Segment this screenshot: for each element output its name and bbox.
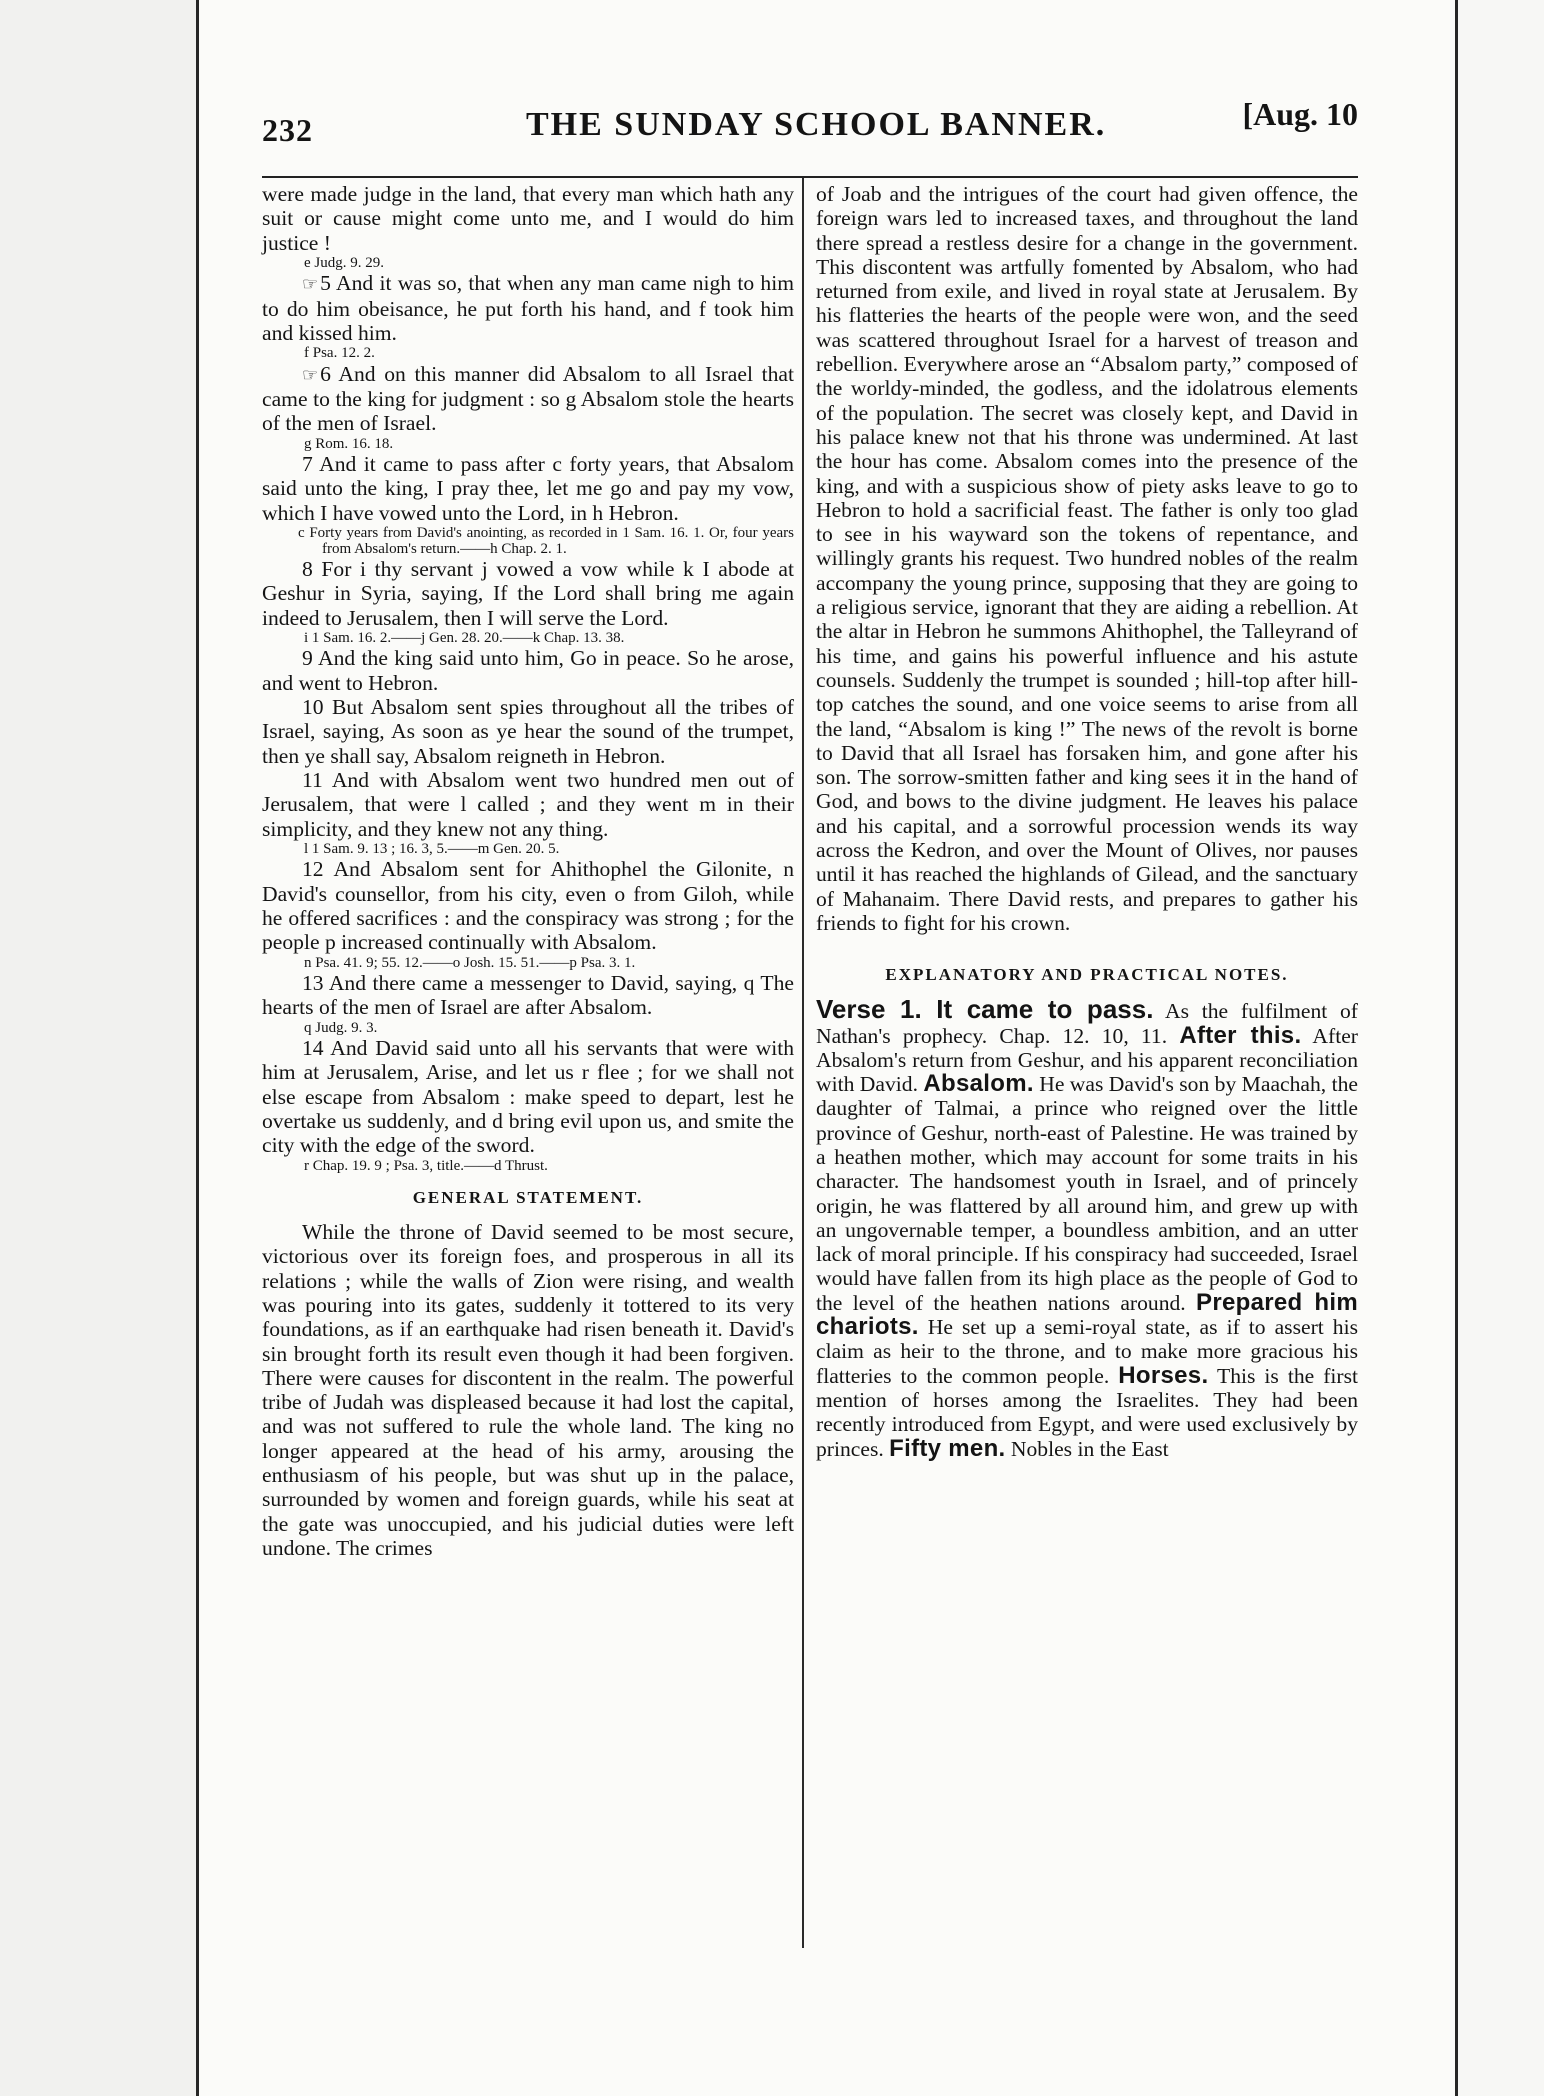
verse-11: 11 And with Absalom went two hundred men out of Jerusalem, that were l called ; and they went m in their simplicity, and they knew not any thing. — [262, 767, 794, 841]
footnote: c Forty years from David's anointing, as recorded in 1 Sam. 16. 1. Or, four years from Absalom's return.——h Chap. 2. 1. — [298, 525, 794, 558]
publication-title: THE SUNDAY SCHOOL BANNER. — [526, 106, 1107, 143]
page-number: 232 — [262, 112, 313, 148]
footnote: r Chap. 19. 9 ; Psa. 3, title.——d Thrust. — [304, 1157, 548, 1174]
pointing-hand-icon: ☞ — [302, 274, 319, 295]
section-heading-general-statement: GENERAL STATEMENT. — [412, 1188, 644, 1208]
note-keyword: After this. — [1179, 1021, 1302, 1049]
note-keyword: Verse 1. It came to pass. — [816, 994, 1154, 1025]
running-header — [262, 96, 1358, 148]
verse-5: ☞5 And it was so, that when any man came nigh to him to do him obeisance, he put forth his hand, and f took him and kissed him. — [262, 271, 794, 345]
general-statement-continued: of Joab and the intrigues of the court had given offence, the foreign wars led to increased taxes, and throughout the land there spread a restless desire for a change in the government. This discontent was artfully fomented by Absalom, who had returned from exile, and lived in royal state at Jerusalem. By his flatteries the hearts of the people were won, and the seed was scattered throughout Israel for a harvest of treason and rebellion. Everywhere arose an “Absalom party,” composed of the worldy-minded, the godless, and the idolatrous elements of the population. The secret was closely kept, and David in his palace knew not that his throne was undermined. At last the hour has come. Absalom comes into the presence of the king, and with a suspicious show of piety asks leave to go to Hebron to hold a sacrificial feast. The father is only too glad to see in his wayward son the tokens of repentance, and willingly grants his request. Two hundred nobles of the realm accompany the young prince, supposing that they are going to a religious service, ignorant that they are aiding a rebellion. At the altar in Hebron he summons Ahithophel, the Talleyrand of his time, and gains his powerful influence and his astute counsels. Suddenly the trumpet is sounded ; hill-top after hill-top catches the sound, and one voice seems to arise from all the land, “Absalom is king !” The news of the revolt is borne to David that all Israel has forsaken him, and gone after his son. The sorrow-smitten father and king sees it in the hand of God, and bows to the divine judgment. He leaves his palace and his capital, and a sorrowful procession wends its way across the Kedron, and over the Mount of Olives, nor pauses until it has reached the highlands of Gilead, and the sanctuary of Mahanaim. There David rests, and prepares to gather his friends to fight for his crown. — [816, 182, 1358, 935]
note-keyword: Fifty men. — [889, 1434, 1006, 1462]
footnote: i 1 Sam. 16. 2.——j Gen. 28. 20.——k Chap. 13. 38. — [304, 629, 625, 646]
footnote: f Psa. 12. 2. — [304, 345, 375, 362]
verse-14: 14 And David said unto all his servants that were with him at Jerusalem, Arise, and let us r flee ; for we shall not else escape from Absalom : make speed to depart, lest he overtake us suddenly, and d bring evil upon us, and smite the city with the edge of the sword. — [262, 1036, 794, 1158]
verse-9: 9 And the king said unto him, Go in peace. So he arose, and went to Hebron. — [262, 646, 794, 695]
adjacent-page-edge — [1458, 0, 1544, 2096]
footnote: n Psa. 41. 9; 55. 12.——o Josh. 15. 51.——p Psa. 3. 1. — [304, 954, 636, 971]
right-column — [816, 182, 1358, 1461]
footnote: l 1 Sam. 9. 13 ; 16. 3, 5.——m Gen. 20. 5. — [304, 840, 560, 857]
verse-13: 13 And there came a messenger to David, saying, q The hearts of the men of Israel are after Absalom. — [262, 971, 794, 1020]
verse-12: 12 And Absalom sent for Ahithophel the Gilonite, n David's counsellor, from his city, even o from Giloh, while he offered sacrifices : and the conspiracy was strong ; for the people p increased continually with Absalom. — [262, 857, 794, 955]
verse-7: 7 And it came to pass after c forty years, that Absalom said unto the king, I pray thee, let me go and pay my vow, which I have vowed unto the Lord, in h Hebron. — [262, 452, 794, 525]
footnote: e Judg. 9. 29. — [304, 254, 384, 271]
issue-date: [Aug. 10 — [1242, 96, 1358, 132]
left-column — [262, 182, 794, 1560]
header-rule — [262, 176, 1358, 178]
general-statement-text: While the throne of David seemed to be most secure, victorious over its foreign foes, and prosperous in all its relations ; while the walls of Zion were rising, and wealth was pouring into its gates, suddenly it tottered to its very foundations, as if an earthquake had risen beneath it. David's sin brought forth its result even though it had been forgiven. There were causes for discontent in the realm. The powerful tribe of Judah was displeased because it had lost the capital, and was not suffered to rule the whole land. The king no longer appeared at the head of his army, arousing the enthusiasm of his people, but was shut up in the palace, surrounded by women and foreign guards, while his seat at the gate was unoccupied, and his judicial duties were left undone. The crimes — [262, 1220, 794, 1560]
notes-text: Verse 1. It came to pass. As the fulfilment of Nathan's prophecy. Chap. 12. 10, 11. After this. After Absalom's return from Geshur, and his apparent reconciliation with David. Absalom. He was David's son by Maachah, the daughter of Talmai, a prince who reigned over the little province of Geshur, north-east of Palestine. He was trained by a heathen mother, which may account for some traits in his character. The handsomest youth in Israel, and of princely origin, he was flattered by all around him, and grew up with an ungovernable temper, a boundless ambition, and an utter lack of moral principle. If his conspiracy had succeeded, Israel would have fallen from its high place as the people of God to the level of the heathen nations around. Prepared him chariots. He set up a semi-royal state, as if to assert his claim as heir to the throne, and to make more gracious his flatteries to the common people. Horses. This is the first mention of horses among the Israelites. They had been recently introduced from Egypt, and were used exclusively by princes. Fifty men. Nobles in the East — [816, 994, 1358, 1462]
pointing-hand-icon: ☞ — [302, 364, 319, 385]
footnote: q Judg. 9. 3. — [304, 1019, 378, 1036]
note-keyword: Horses. — [1118, 1361, 1209, 1389]
footnote: g Rom. 16. 18. — [304, 435, 394, 452]
note-keyword: Prepared him chariots. — [816, 1288, 1358, 1341]
verse-text: were made judge in the land, that every man which hath any suit or cause might come unto me, and I would do him justice ! — [262, 182, 794, 255]
column-divider — [802, 178, 804, 1948]
verse-8: 8 For i thy servant j vowed a vow while k I abode at Geshur in Syria, saying, If the Lord shall bring me again indeed to Jerusalem, then I will serve the Lord. — [262, 557, 794, 630]
verse-10: 10 But Absalom sent spies throughout all the tribes of Israel, saying, As soon as ye hear the sound of the trumpet, then ye shall say, Absalom reigneth in Hebron. — [262, 695, 794, 768]
note-keyword: Absalom. — [923, 1070, 1034, 1098]
section-heading-explanatory-notes: EXPLANATORY AND PRACTICAL NOTES. — [885, 965, 1289, 985]
verse-6: ☞6 And on this manner did Absalom to all Israel that came to the king for judgment : so g Absalom stole the hearts of the men of Israel. — [262, 361, 794, 436]
